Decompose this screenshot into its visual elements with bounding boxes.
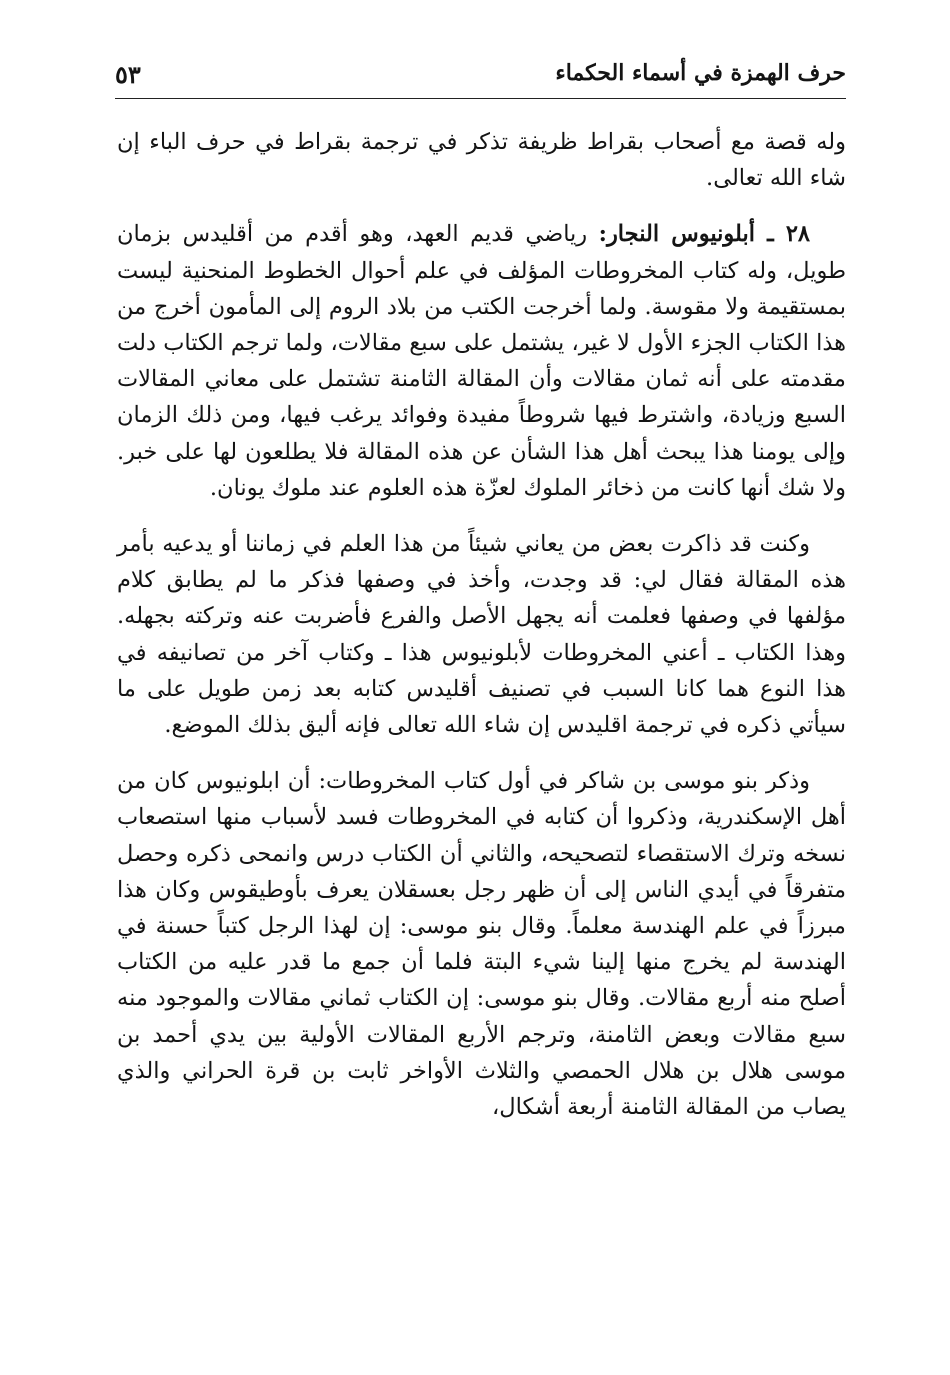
paragraph-entry-28 (117, 216, 846, 506)
paragraph-4: وذكر بنو موسى بن شاكر في أول كتاب المخروطات: أن ابلونيوس كان من أهل الإسكندرية، وذكروا أن كتابه في المخروطات فسد لأسباب منها استصعاب نسخه وترك الاستقصاء لتصحيحه، والثاني أن الكتاب درس وانمحى ذكره وحصل متفرقاً في أيدي الناس إلى أن ظهر رجل بعسقلان يعرف بأوطيقوس وكان هذا مبرزاً في علم الهندسة معلماً. وقال بنو موسى: إن لهذا الرجل كتباً حسنة في الهندسة لم يخرج منها إلينا شيء البتة فلما أن جمع ما قدر عليه من الكتاب أصلح منه أربع مقالات. وقال بنو موسى: إن الكتاب ثماني مقالات والموجود منه سبع مقالات وبعض الثامنة، وترجم الأربع المقالات الأولية بين يدي أحمد بن موسى هلال بن هلال الحمصي والثلاث الأواخر ثابت بن قرة الحراني والذي يصاب من المقالة الثامنة أربعة أشكال، (117, 768, 846, 1121)
paragraph-1: وله قصة مع أصحاب بقراط ظريفة تذكر في ترجمة بقراط في حرف الباء إن شاء الله تعالى. (117, 129, 846, 192)
running-header (115, 58, 846, 99)
body-text (117, 124, 846, 1145)
entry-text: رياضي قديم العهد، وهو أقدم من أقليدس بزمان طويل، وله كتاب المخروطات المؤلف في علم أحوال الخطوط المنحنية ليست بمستقيمة ولا مقوسة. ولما أخرجت الكتب من بلاد الروم إلى المأمون أخرج من هذا الكتاب الجزء الأول لا غير، يشتمل على سبع مقالات، ولما ترجم الكتاب دلت مقدمته على أنه ثمان مقالات وأن المقالة الثامنة تشتمل على معاني المقالات السبع وزيادة، واشترط فيها شروطاً مفيدة وفوائد يرغب فيها، ومن ذلك الزمان وإلى يومنا هذا يبحث أهل هذا الشأن عن هذه المقالة فلا يطلعون لها على خبر. ولا شك أنها كانت من ذخائر الملوك لعزّة هذه العلوم عند ملوك يونان. (117, 221, 846, 501)
page-number: ٥٣ (115, 60, 141, 89)
entry-heading: ٢٨ ـ أبلونيوس النجار: (598, 221, 810, 248)
paragraph-3: وكنت قد ذاكرت بعض من يعاني شيئاً من هذا العلم في زماننا أو يدعيه بأمر هذه المقالة فقال لي: قد وجدت، وأخذ في وصفها فذكر ما لم يطابق كلام مؤلفها في وصفها فعلمت أنه يجهل الأصل والفرع فأضربت عنه وتركته بجهله. وهذا الكتاب ـ أعني المخروطات لأبلونيوس هذا ـ وكتاب آخر من تصانيفه في هذا النوع هما كانا السبب في تصنيف أقليدس كتابه بعد زمن طويل على ما سيأتي ذكره في ترجمة اقليدس إن شاء الله تعالى فإنه أليق بذلك الموضع. (117, 531, 846, 739)
running-title: حرف الهمزة في أسماء الحكماء (555, 60, 846, 86)
